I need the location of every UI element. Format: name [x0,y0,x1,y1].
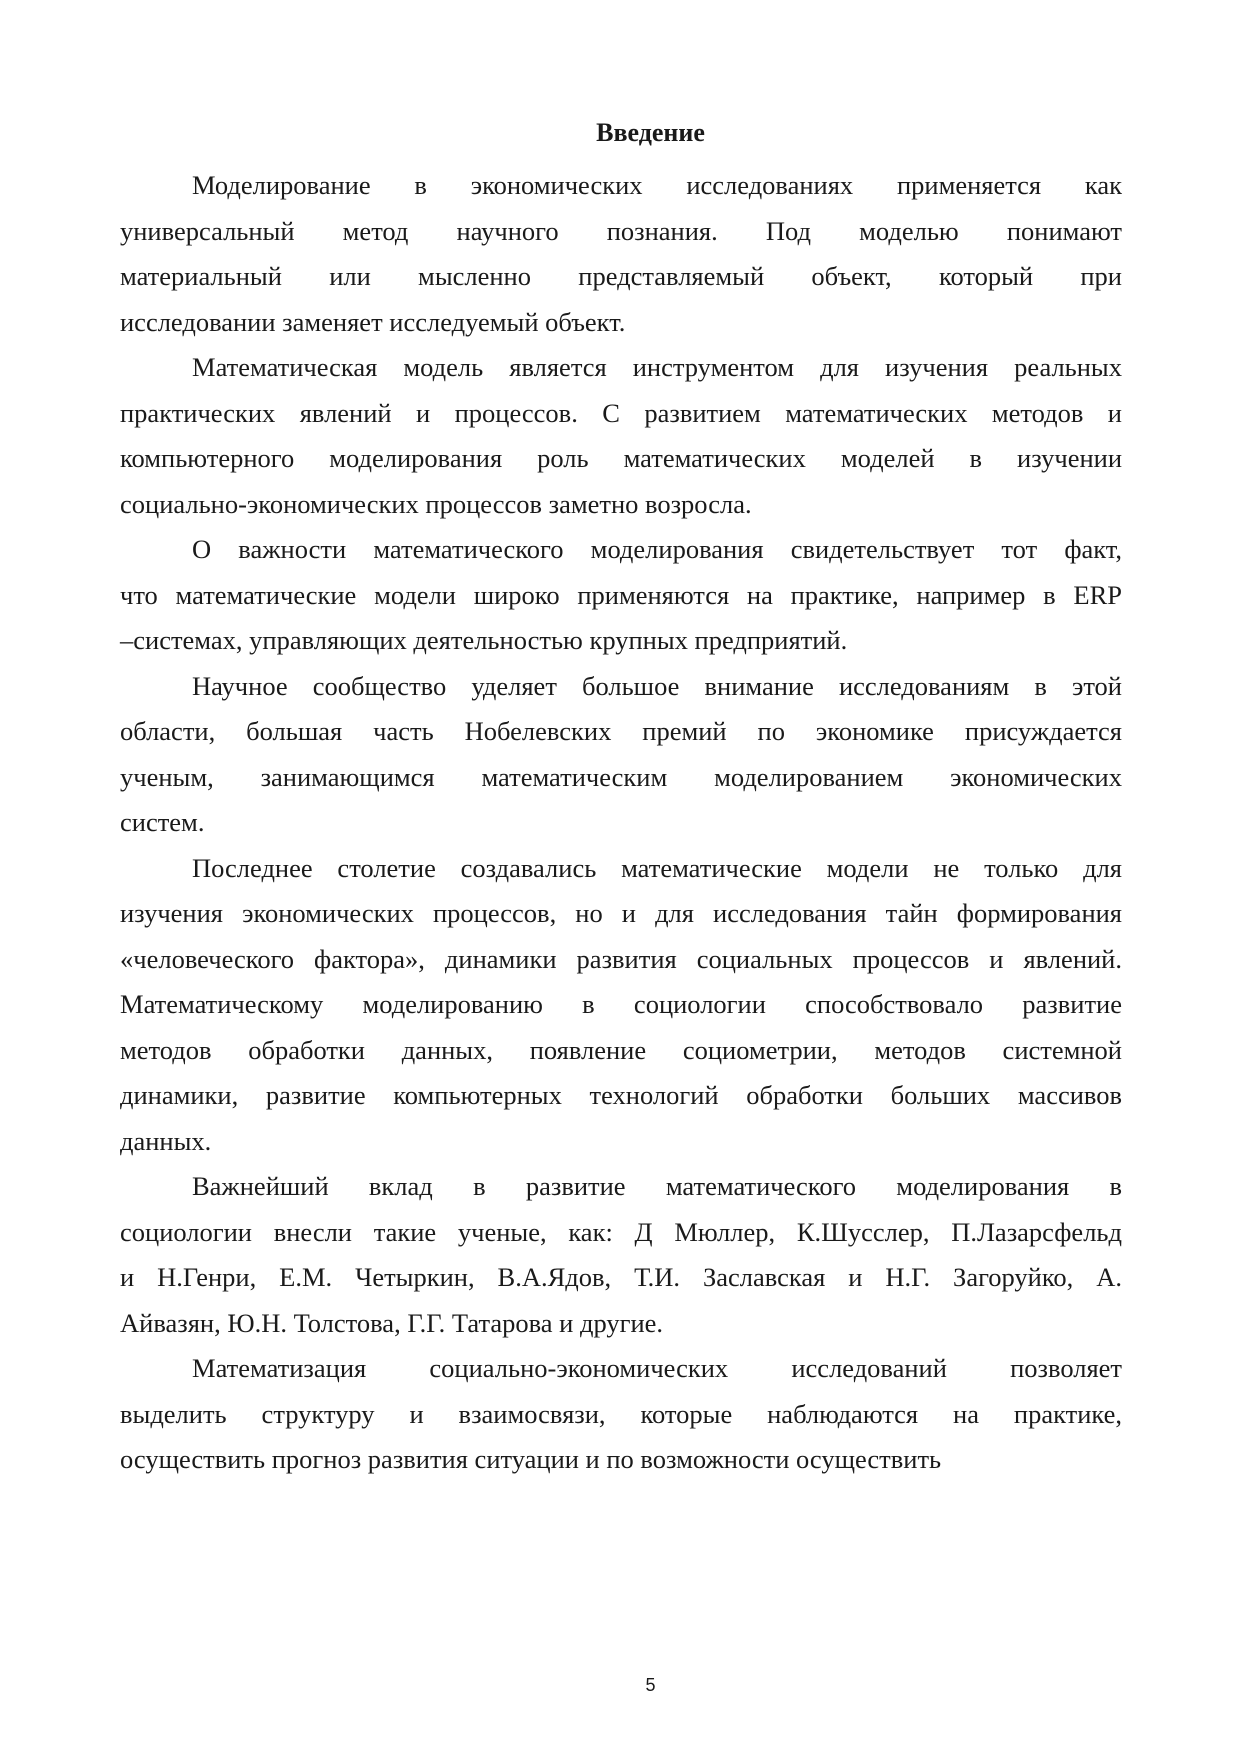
text-line: Математическому моделированию в социологии способствовало развитие [120,989,1122,1019]
paragraph [120,1164,1122,1346]
text-line: Математизация социально-экономических исследований позволяет [192,1353,1122,1383]
text-line: Научное сообщество уделяет большое внимание исследованиям в этой [192,670,1122,701]
text-line: Моделирование в экономических исследованиях применяется как [192,170,1122,200]
text-line: Айвазян, Ю.Н. Толстова, Г.Г. Татарова и другие. [120,1307,664,1338]
paragraph [120,345,1122,527]
paragraph [120,1346,1122,1483]
body-text [120,163,1122,1483]
text-line: материальный или мысленно представляемый объект, который при [120,261,1122,291]
text-line: «человеческого фактора», динамики развития социальных процессов и явлений. [120,943,1122,974]
text-line: практических явлений и процессов. С развитием математических методов и [120,397,1122,428]
text-line: методов обработки данных, появление социометрии, методов системной [120,1034,1122,1065]
text-line: осуществить прогноз развития ситуации и по возможности осуществить [120,1444,942,1474]
text-line: –системах, управляющих деятельностью крупных предприятий. [120,625,848,655]
text-line: универсальный метод научного познания. Под моделью понимают [120,215,1122,246]
text-line: Математическая модель является инструментом для изучения реальных [192,352,1122,382]
paragraph [120,163,1122,345]
paragraph [120,846,1122,1165]
paragraph [120,664,1122,846]
text-line: Последнее столетие создавались математические модели не только для [192,852,1122,883]
text-line: что математические модели широко применяются на практике, например в ERP [120,579,1122,610]
text-line: компьютерного моделирования роль математических моделей в изучении [120,443,1122,473]
text-line: изучения экономических процессов, но и для исследования тайн формирования [120,898,1122,928]
text-line: Важнейший вклад в развитие математического моделирования в [192,1171,1122,1201]
section-heading: Введение [596,118,705,147]
text-line: О важности математического моделирования свидетельствует тот факт, [192,534,1122,564]
page-number: 5 [645,1675,656,1695]
text-line: социально-экономических процессов заметно возросла. [120,488,752,519]
text-line: области, большая часть Нобелевских премий по экономике присуждается [120,716,1122,746]
text-line: данных. [120,1125,212,1156]
text-line: динамики, развитие компьютерных технологий обработки больших массивов [120,1080,1122,1110]
text-line: выделить структуру и взаимосвязи, которые наблюдаются на практике, [120,1398,1122,1429]
text-line: исследовании заменяет исследуемый объект. [120,306,626,337]
text-line: и Н.Генри, Е.М. Четыркин, В.А.Ядов, Т.И. Заславская и Н.Г. Загоруйко, А. [120,1262,1122,1292]
paragraph [120,527,1122,664]
text-line: социологии внесли такие ученые, как: Д Мюллер, К.Шусслер, П.Лазарсфельд [120,1216,1122,1247]
text-line: ученым, занимающимся математическим моделированием экономических [120,761,1122,792]
text-line: систем. [120,807,205,837]
